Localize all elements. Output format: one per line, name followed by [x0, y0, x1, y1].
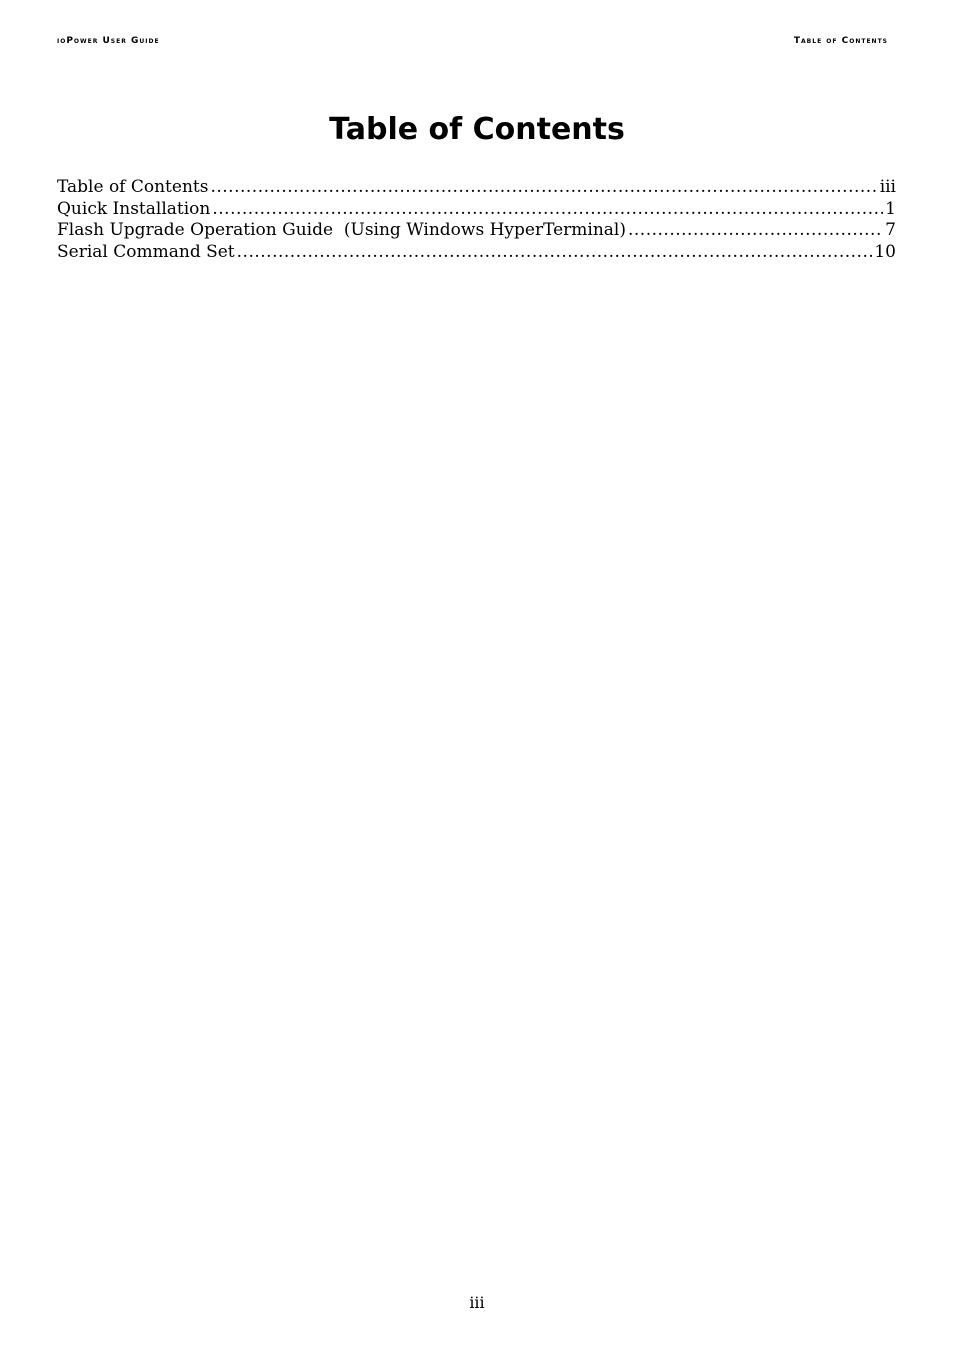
table-of-contents	[57, 177, 896, 264]
page-number: iii	[469, 1293, 485, 1312]
dot-leader	[237, 242, 873, 264]
toc-entry-label: Serial Command Set	[57, 242, 235, 263]
running-header-left: ioPower User Guide	[57, 36, 160, 46]
toc-entry-label: Flash Upgrade Operation Guide (Using Windows HyperTerminal)	[57, 220, 626, 241]
toc-entry-page: iii	[879, 177, 896, 197]
toc-entry-flash-upgrade[interactable]	[57, 220, 896, 242]
toc-entry-serial-command-set[interactable]	[57, 242, 896, 264]
toc-entry-page: 10	[874, 242, 896, 263]
toc-entry-quick-installation[interactable]	[57, 199, 896, 221]
toc-entry-page: 7	[885, 220, 896, 241]
dot-leader	[212, 199, 883, 221]
toc-entry-page: 1	[885, 198, 896, 219]
page-title: Table of Contents	[329, 112, 625, 147]
dot-leader	[210, 177, 877, 199]
dot-leader	[628, 220, 883, 242]
running-header-right: Table of Contents	[793, 36, 888, 46]
toc-entry-label: Table of Contents	[57, 177, 209, 197]
toc-entry-label: Quick Installation	[57, 198, 211, 219]
toc-entry-table-of-contents[interactable]	[57, 177, 896, 199]
